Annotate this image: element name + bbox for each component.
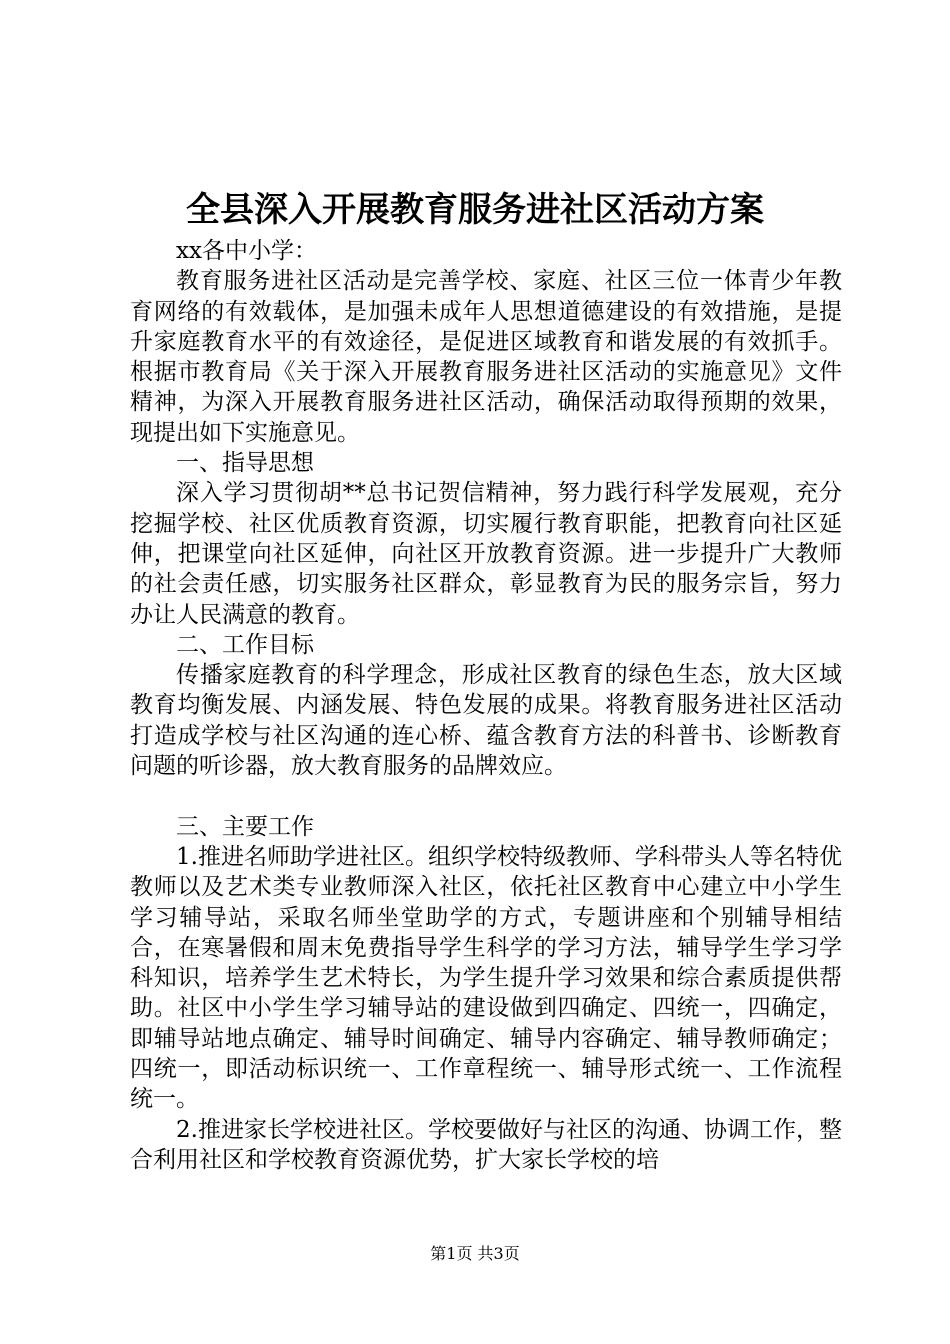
document-body: [130, 236, 842, 1175]
paragraph-main-work-1: 1.推进名师助学进社区。组织学校特级教师、学科带头人等名特优教师以及艺术类专业教师深入社区，依托社区教育中心建立中小学生学习辅导站，采取名师坐堂助学的方式，专题讲座和个别辅导相结合，在寒暑假和周末免费指导学生科学的学习方法，辅导学生学习学科知识，培养学生艺术特长，为学生提升学习效果和综合素质提供帮助。社区中小学生学习辅导站的建设做到四确定、四统一，四确定，即辅导站地点确定、辅导时间确定、辅导内容确定、辅导教师确定；四统一，即活动标识统一、工作章程统一、辅导形式统一、工作流程统一。: [130, 843, 842, 1113]
paragraph-guiding-thought: 深入学习贯彻胡**总书记贺信精神，努力践行科学发展观，充分挖掘学校、社区优质教育资源，切实履行教育职能，把教育向社区延伸，把课堂向社区延伸，向社区开放教育资源。进一步提升广大教师的社会责任感，切实服务社区群众，彰显教育为民的服务宗旨，努力办让人民满意的教育。: [130, 480, 842, 628]
salutation: xx各中小学：: [176, 238, 317, 264]
section-heading-work-goals: 二、工作目标: [176, 631, 314, 658]
document-title: 全县深入开展教育服务进社区活动方案: [186, 190, 764, 230]
paragraph-main-work-2: 2.推进家长学校进社区。学校要做好与社区的沟通、协调工作，整合利用社区和学校教育资源优势，扩大家长学校的培: [130, 1116, 842, 1173]
blank-line: [130, 781, 842, 811]
page-footer: 第1页 共3页: [430, 1244, 520, 1263]
section-heading-main-work: 三、主要工作: [176, 813, 314, 840]
paragraph-intro: 教育服务进社区活动是完善学校、家庭、社区三位一体青少年教育网络的有效载体，是加强未成年人思想道德建设的有效措施，是提升家庭教育水平的有效途径，是促进区域教育和谐发展的有效抓手。根据市教育局《关于深入开展教育服务进社区活动的实施意见》文件精神，为深入开展教育服务进社区活动，确保活动取得预期的效果，现提出如下实施意见。: [130, 268, 842, 446]
section-heading-guiding-thought: 一、指导思想: [176, 450, 314, 477]
paragraph-work-goals: 传播家庭教育的科学理念，形成社区教育的绿色生态，放大区域教育均衡发展、内涵发展、特色发展的成果。将教育服务进社区活动打造成学校与社区沟通的连心桥、蕴含教育方法的科普书、诊断教育问题的听诊器，放大教育服务的品牌效应。: [130, 662, 842, 780]
